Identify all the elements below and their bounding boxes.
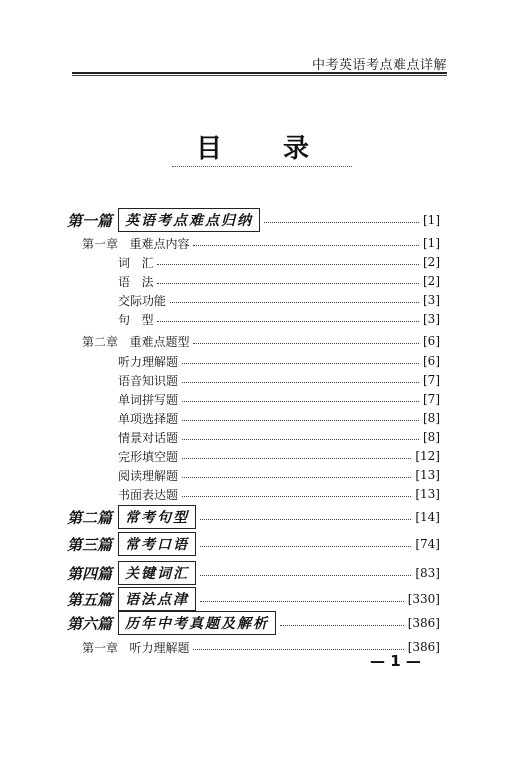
page-ref: [6] xyxy=(423,354,440,368)
page-ref: [6] xyxy=(423,334,440,348)
page-ref: [74] xyxy=(415,537,440,551)
section-title: 语音知识题 xyxy=(118,373,179,388)
section-title: 单词拼写题 xyxy=(118,392,179,407)
dot-leader xyxy=(157,264,419,265)
toc-part-entry[interactable] xyxy=(67,533,440,555)
page-ref: [83] xyxy=(415,566,440,580)
section-title: 词 汇 xyxy=(118,255,154,270)
part-number: 第四篇 xyxy=(67,564,113,583)
section-title: 书面表达题 xyxy=(118,487,179,502)
section-title: 句 型 xyxy=(118,312,154,327)
dot-leader xyxy=(182,382,419,383)
header-rule xyxy=(72,72,447,74)
dot-leader xyxy=(182,401,419,402)
dot-leader xyxy=(200,601,404,602)
toc-chapter-entry[interactable] xyxy=(82,330,440,352)
toc-part-entry[interactable] xyxy=(67,588,440,610)
dot-leader xyxy=(182,420,419,421)
chapter-title: 第二章 重难点题型 xyxy=(82,334,190,349)
page-ref: [7] xyxy=(423,392,440,406)
part-title-box: 常考口语 xyxy=(118,532,196,556)
title-dotted-rule xyxy=(172,166,352,167)
section-title: 单项选择题 xyxy=(118,411,179,426)
dot-leader xyxy=(193,649,403,650)
page-ref: [3] xyxy=(423,293,440,307)
dot-leader xyxy=(200,546,411,547)
dot-leader xyxy=(182,496,411,497)
page-ref: [330] xyxy=(407,592,440,606)
toc-section-entry[interactable] xyxy=(118,483,440,505)
part-number: 第一篇 xyxy=(67,211,113,230)
header-rule-thin xyxy=(72,75,447,76)
part-title-box: 关键词汇 xyxy=(118,561,196,585)
section-title: 阅读理解题 xyxy=(118,468,179,483)
dot-leader xyxy=(264,222,419,223)
page-ref: [3] xyxy=(423,312,440,326)
toc-section-entry[interactable] xyxy=(118,308,440,330)
page-ref: [2] xyxy=(423,255,440,269)
dot-leader xyxy=(193,245,419,246)
dot-leader xyxy=(182,363,419,364)
toc-part-entry[interactable] xyxy=(67,562,440,584)
dot-leader xyxy=(280,625,404,626)
page-ref: [13] xyxy=(415,468,440,482)
part-title-box: 常考句型 xyxy=(118,505,196,529)
toc-part-entry[interactable] xyxy=(67,209,440,231)
toc-title: 目 录 xyxy=(195,134,336,164)
dot-leader xyxy=(200,519,411,520)
dot-leader xyxy=(182,458,411,459)
dot-leader xyxy=(157,283,419,284)
page-ref: [386] xyxy=(407,616,440,630)
section-title: 语 法 xyxy=(118,274,154,289)
section-title: 听力理解题 xyxy=(118,354,179,369)
section-title: 交际功能 xyxy=(118,293,167,308)
page-ref: [13] xyxy=(415,487,440,501)
dot-leader xyxy=(182,439,419,440)
page-ref: [1] xyxy=(423,213,440,227)
dot-leader xyxy=(182,477,411,478)
dot-leader xyxy=(193,343,419,344)
chapter-title: 第一章 重难点内容 xyxy=(82,236,190,251)
page-ref: [2] xyxy=(423,274,440,288)
part-number: 第三篇 xyxy=(67,535,113,554)
part-title-box: 历年中考真题及解析 xyxy=(118,611,276,635)
page-ref: [386] xyxy=(407,640,440,654)
page-ref: [1] xyxy=(423,236,440,250)
part-number: 第二篇 xyxy=(67,508,113,527)
dot-leader xyxy=(170,302,419,303)
page-number: — 1 — xyxy=(370,652,421,670)
toc-part-entry[interactable] xyxy=(67,506,440,528)
chapter-title: 第一章 听力理解题 xyxy=(82,640,190,655)
dot-leader xyxy=(200,575,411,576)
page-ref: [12] xyxy=(415,449,440,463)
page-ref: [8] xyxy=(423,430,440,444)
page-ref: [8] xyxy=(423,411,440,425)
part-title-box: 英语考点难点归纳 xyxy=(118,208,260,232)
part-title-box: 语法点津 xyxy=(118,587,196,611)
running-header: 中考英语考点难点详解 xyxy=(311,58,447,73)
dot-leader xyxy=(157,321,419,322)
toc-part-entry[interactable] xyxy=(67,612,440,634)
part-number: 第六篇 xyxy=(67,614,113,633)
part-number: 第五篇 xyxy=(67,590,113,609)
page-ref: [7] xyxy=(423,373,440,387)
section-title: 情景对话题 xyxy=(118,430,179,445)
page-ref: [14] xyxy=(415,510,440,524)
section-title: 完形填空题 xyxy=(118,449,179,464)
